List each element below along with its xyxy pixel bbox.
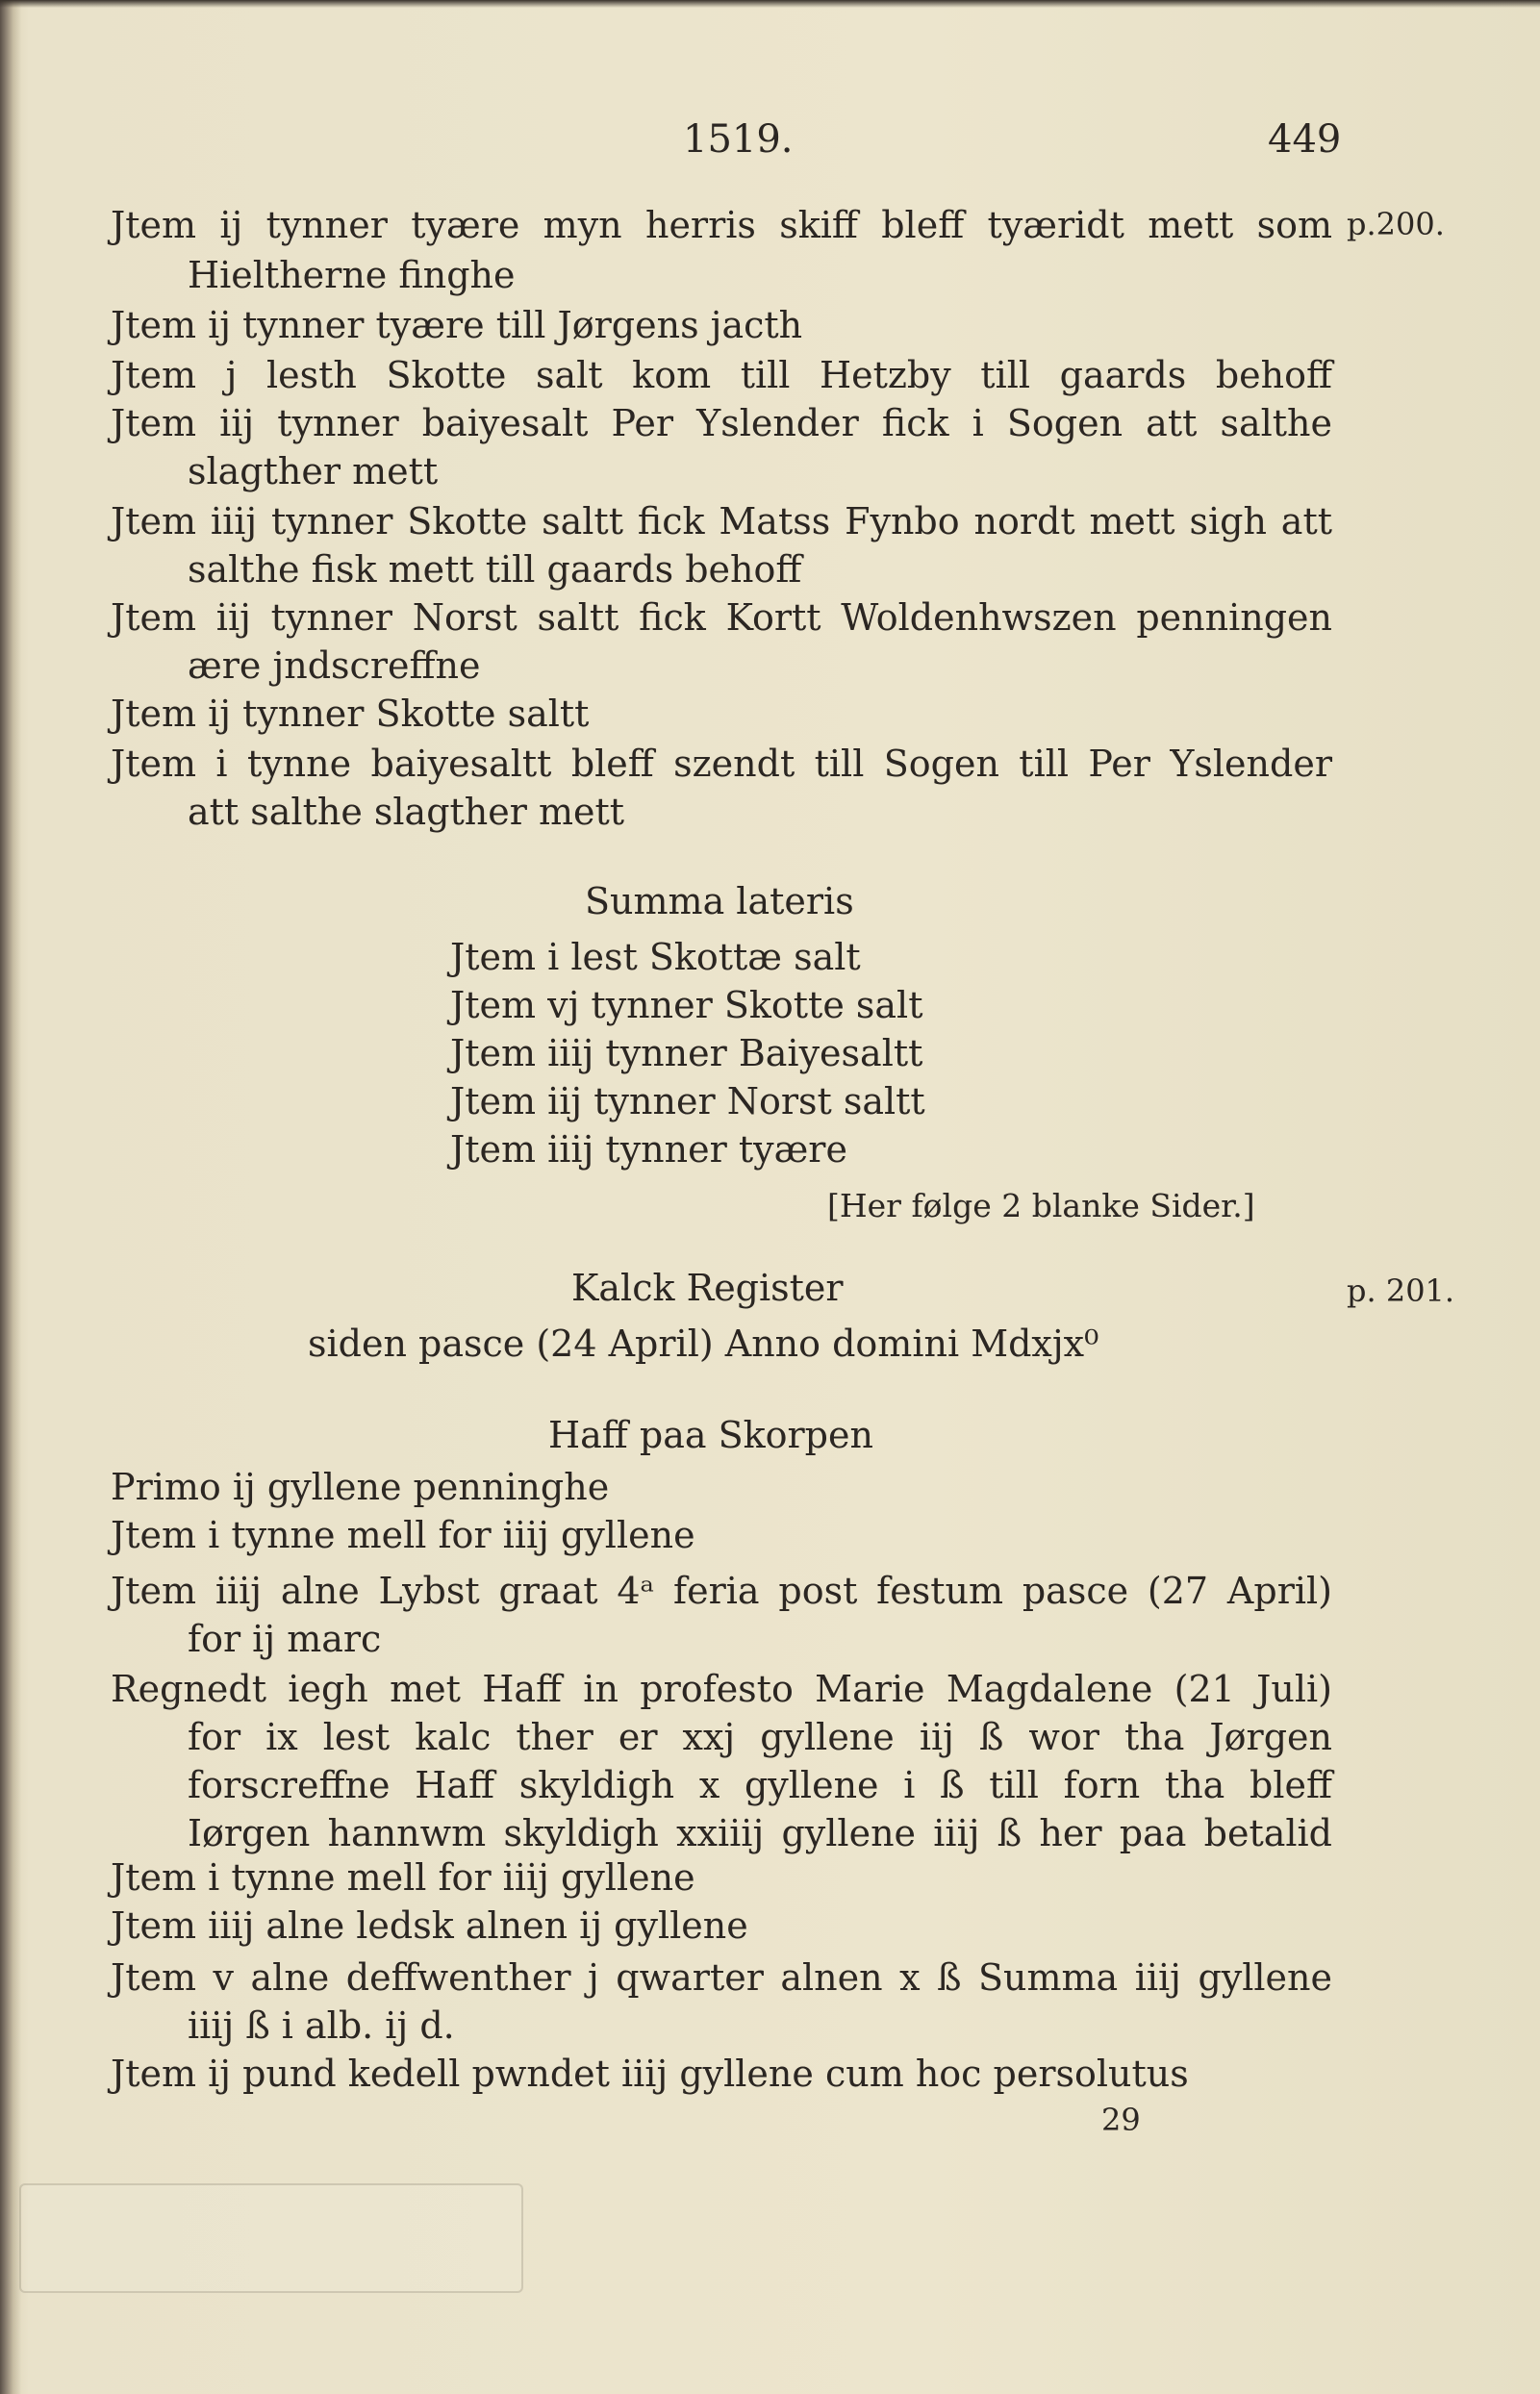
running-header-year: 1519.: [683, 117, 794, 162]
entry-line: Jtem i tynne mell for iiij gyllene: [111, 1856, 695, 1899]
register-subtitle: siden pasce (24 April) Anno domini Mdxjx⁰: [308, 1323, 1099, 1365]
summa-title: Summa lateris: [585, 880, 854, 922]
text-line: Jtem iiij tynner Skotte saltt fick Matss Fynbo nordt mett sigh att: [111, 500, 1332, 542]
entry-line: for ix lest kalc ther er xxj gyllene iij ß wor tha Jørgen: [188, 1716, 1332, 1758]
page-edge-shadow: [0, 0, 21, 2394]
entry-line: iiij ß i alb. ij d.: [188, 2004, 455, 2047]
text-line: Jtem ij tynner tyære till Jørgens jacth: [111, 304, 803, 346]
text-line: Hieltherne finghe: [188, 254, 516, 296]
entry-line: for ij marc: [188, 1618, 382, 1660]
page-top-shadow: [0, 0, 1540, 8]
entry-line: Primo ij gyllene penninghe: [111, 1466, 610, 1508]
summa-item: Jtem iiij tynner Baiyesaltt: [450, 1032, 923, 1074]
entry-line: forscreffne Haff skyldigh x gyllene i ß till forn tha bleff: [188, 1764, 1332, 1806]
summa-item: Jtem vj tynner Skotte salt: [450, 984, 923, 1026]
margin-note-p200: p.200.: [1347, 206, 1445, 242]
text-line: Jtem iij tynner Norst saltt fick Kortt Woldenhwszen penningen: [111, 596, 1332, 639]
entry-line: Jtem i tynne mell for iiij gyllene: [111, 1514, 695, 1556]
text-line: ære jndscreffne: [188, 644, 481, 687]
text-line: att salthe slagther mett: [188, 791, 625, 833]
entry-line: Jtem iiij alne ledsk alnen ij gyllene: [111, 1904, 748, 1947]
text-line: slagther mett: [188, 450, 439, 492]
signature-mark: 29: [1101, 2102, 1141, 2138]
text-line: salthe fisk mett till gaards behoff: [188, 548, 802, 591]
page-number: 449: [1268, 117, 1342, 162]
summa-item: Jtem iiij tynner tyære: [450, 1128, 847, 1171]
entry-line: Regnedt iegh met Haff in profesto Marie Magdalene (21 Juli): [111, 1668, 1332, 1710]
text-line: Jtem ij tynner Skotte saltt: [111, 693, 590, 735]
register-title: Kalck Register: [571, 1267, 844, 1309]
text-line: Jtem j lesth Skotte salt kom till Hetzby till gaards behoff: [111, 354, 1332, 396]
tape-mark: [19, 2183, 523, 2293]
text-line: Jtem iij tynner baiyesalt Per Yslender fick i Sogen att salthe: [111, 402, 1332, 444]
text-line: Jtem i tynne baiyesaltt bleff szendt till Sogen till Per Yslender: [111, 743, 1332, 785]
entry-line: Iørgen hannwm skyldigh xxiiij gyllene iiij ß her paa betalid: [188, 1812, 1332, 1854]
entry-line: Jtem iiij alne Lybst graat 4ᵃ feria post festum pasce (27 April): [111, 1570, 1332, 1612]
section-heading: Haff paa Skorpen: [548, 1414, 873, 1456]
summa-item: Jtem i lest Skottæ salt: [450, 936, 861, 978]
text-line: Jtem ij tynner tyære myn herris skiff bleff tyæridt mett som: [111, 204, 1332, 246]
editorial-note: [Her følge 2 blanke Sider.]: [827, 1187, 1255, 1224]
margin-note-p201: p. 201.: [1347, 1273, 1455, 1309]
entry-line: Jtem ij pund kedell pwndet iiij gyllene cum hoc persolutus: [111, 2053, 1189, 2095]
summa-item: Jtem iij tynner Norst saltt: [450, 1080, 925, 1122]
entry-line: Jtem v alne deffwenther j qwarter alnen x ß Summa iiij gyllene: [111, 1956, 1332, 1999]
